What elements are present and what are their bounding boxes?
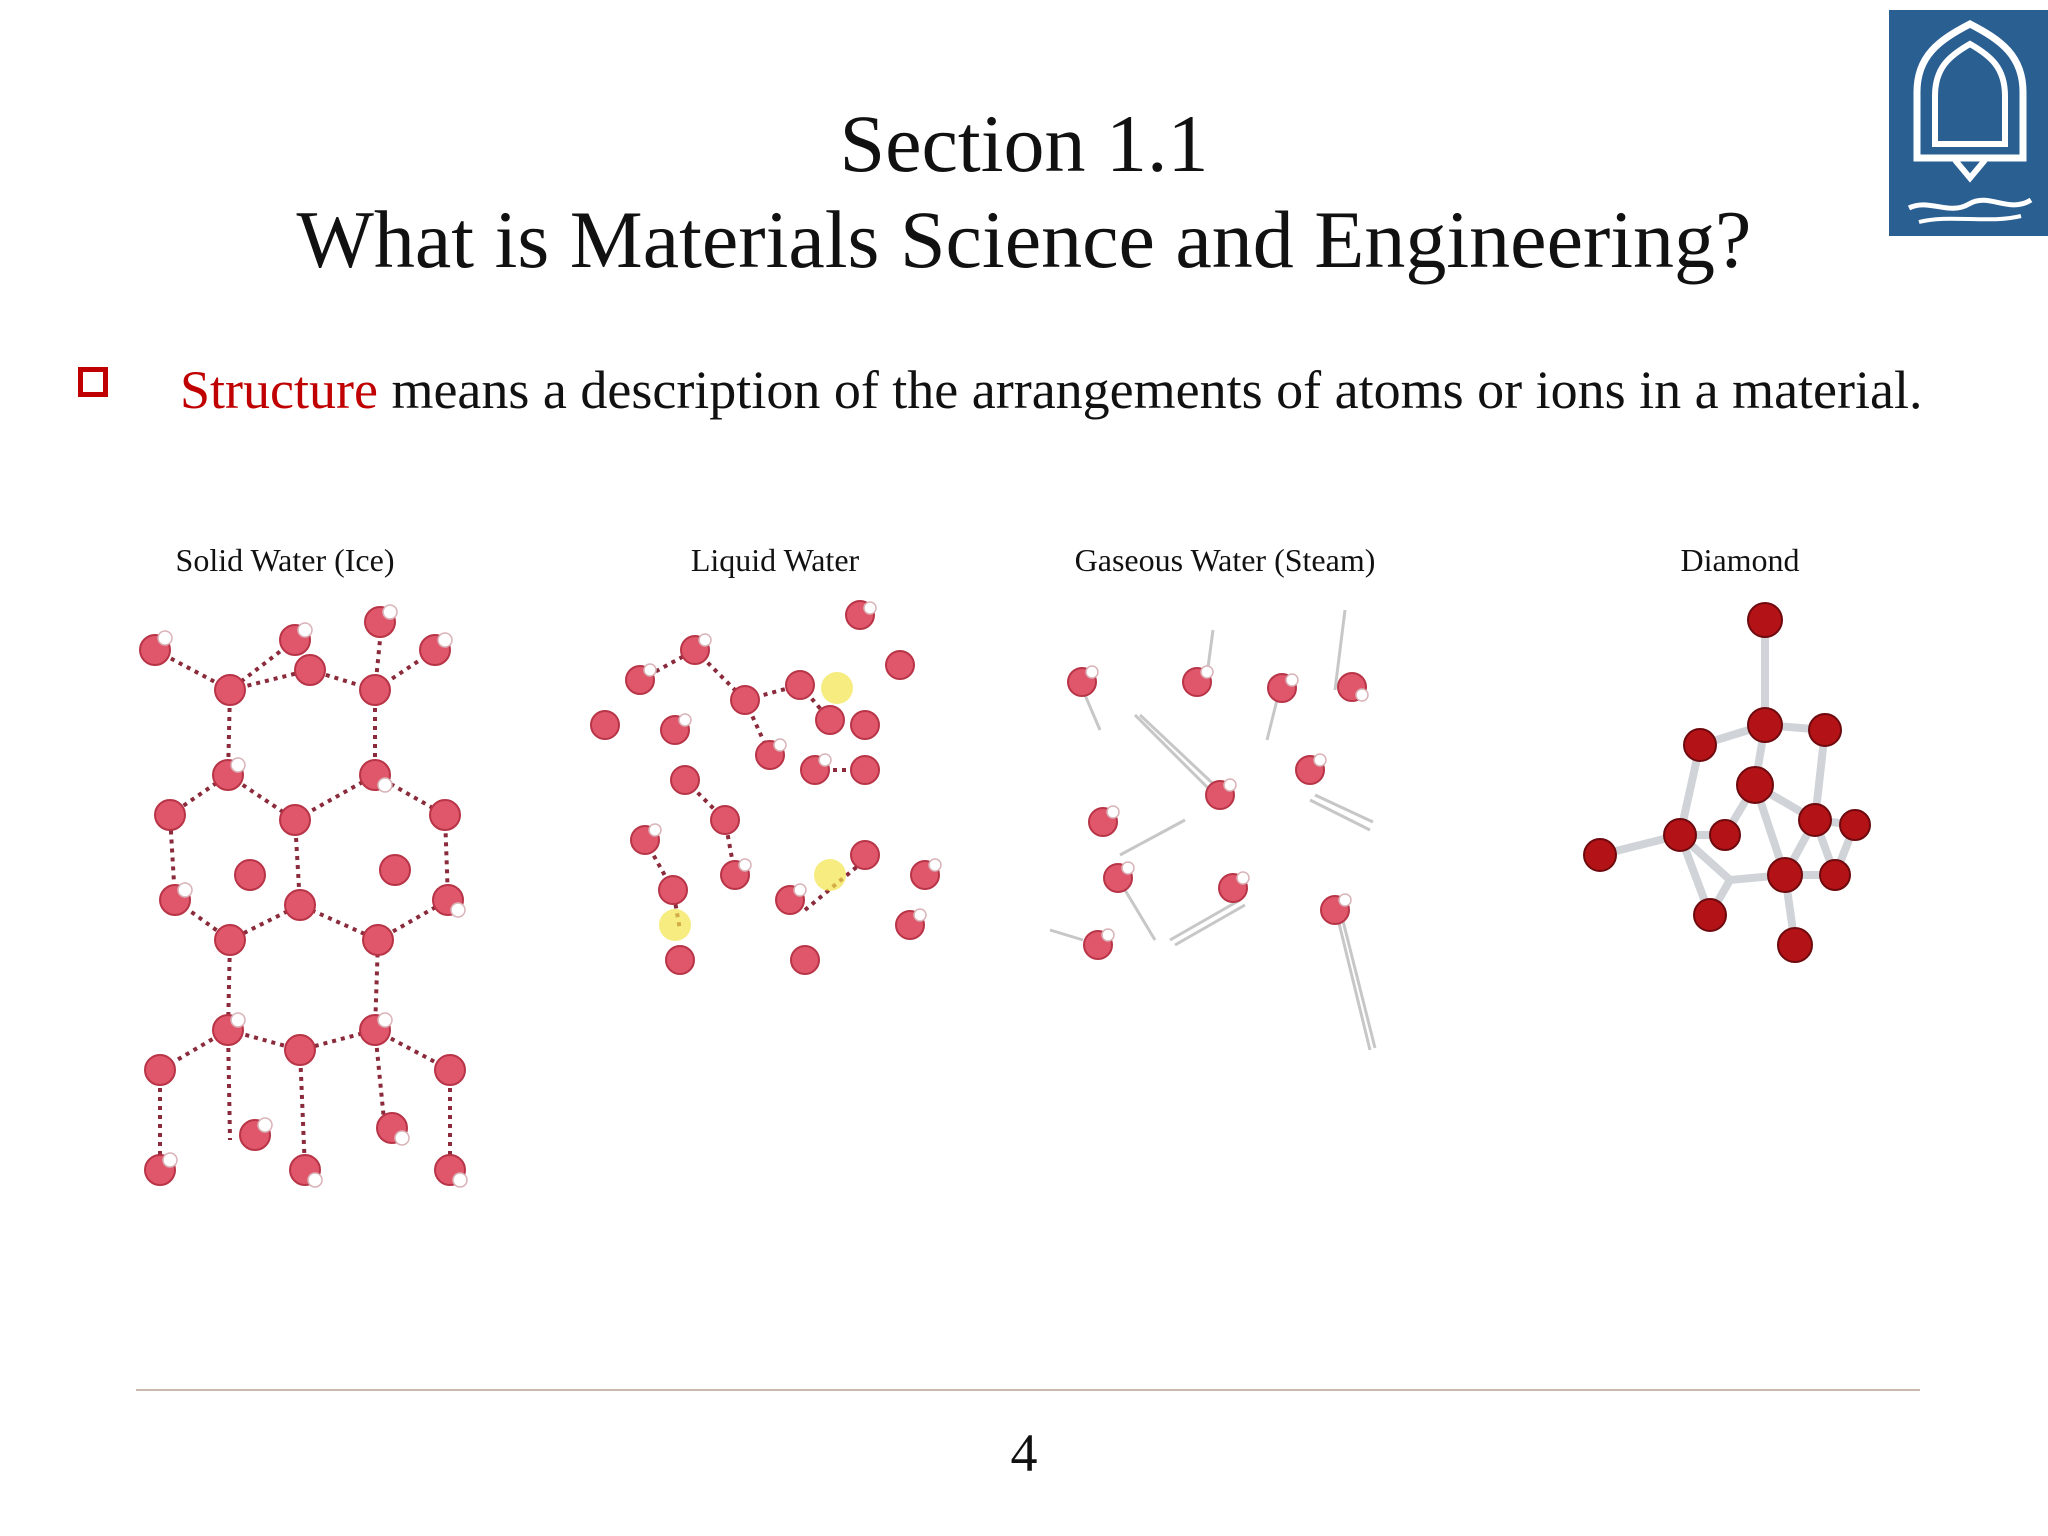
bullet-text	[180, 355, 1990, 425]
footer-divider	[136, 1389, 1920, 1391]
bullet-definition: means a description of the arrangements of atoms or ions in a material.	[377, 360, 1923, 420]
liquid-water-illustration	[575, 590, 955, 990]
title-line-1: Section 1.1	[839, 98, 1209, 189]
caption-diamond: Diamond	[1680, 542, 1800, 578]
slide-title	[0, 96, 2048, 288]
diamond-structure-illustration	[1570, 590, 1900, 990]
title-line-2: What is Materials Science and Engineering?	[296, 194, 1752, 285]
university-logo	[1889, 10, 2048, 236]
bullet-square-icon	[78, 367, 108, 397]
bullet-keyword: Structure	[180, 360, 378, 420]
caption-steam: Gaseous Water (Steam)	[1074, 542, 1376, 578]
caption-liquid: Liquid Water	[690, 542, 860, 578]
page-number: 4	[1010, 1423, 1038, 1483]
steam-illustration	[1045, 600, 1405, 1060]
ice-structure-illustration	[110, 580, 510, 1200]
caption-ice: Solid Water (Ice)	[175, 542, 395, 578]
